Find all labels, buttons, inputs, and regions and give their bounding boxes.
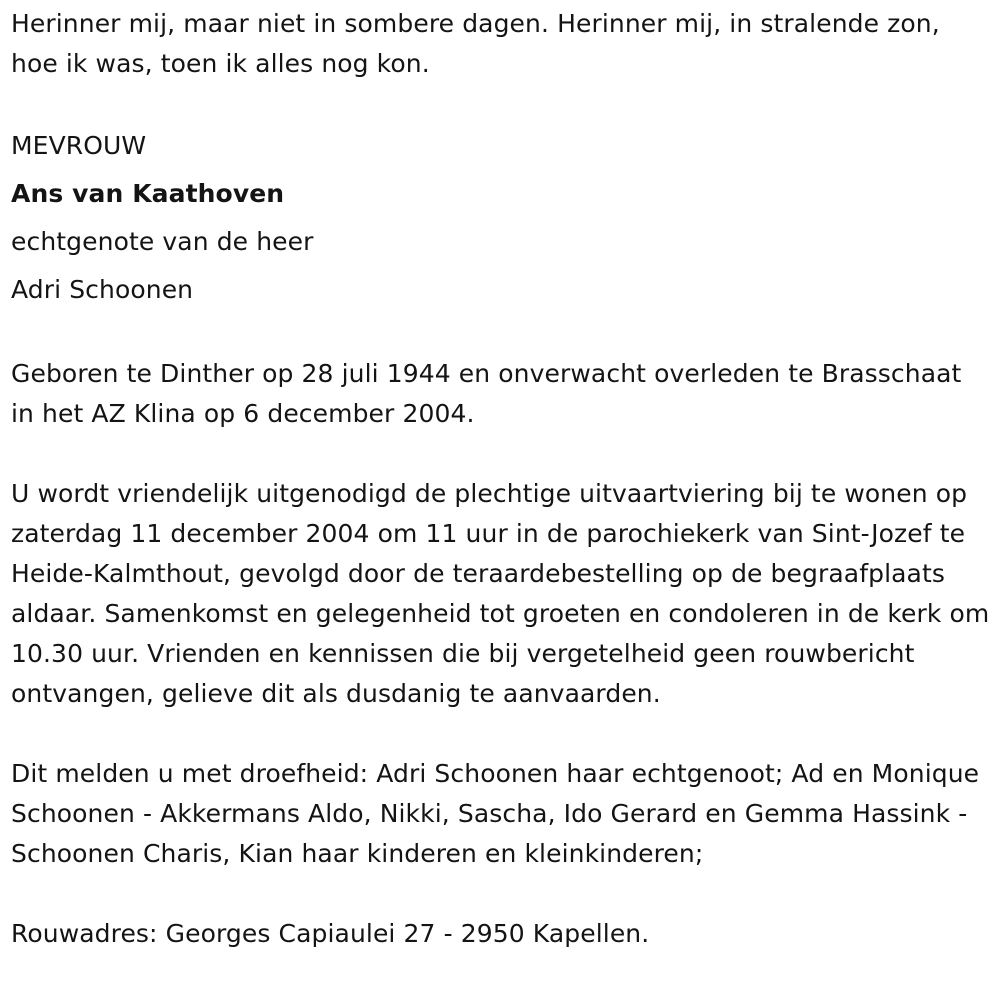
- address-text: Rouwadres: Georges Capiaulei 27 - 2950 Kapellen.: [11, 919, 650, 948]
- relation-line: echtgenote van de heer: [11, 227, 314, 256]
- birth-death-text: Geboren te Dinther op 28 juli 1944 en onverwacht overleden te Brasschaat in het AZ Klina op 6 december 2004.: [11, 359, 970, 428]
- family-text: Dit melden u met droefheid: Adri Schoonen haar echtgenoot; Ad en Monique Schoonen - Akkermans Aldo, Nikki, Sascha, Ido Gerard en Gemma Hassink - Schoonen Charis, Kian haar kinderen en kleinkinderen;: [11, 759, 988, 868]
- spacer: [11, 874, 991, 914]
- spouse-name: Adri Schoonen: [11, 275, 194, 304]
- obituary-notice: [11, 4, 998, 954]
- motto-text: Herinner mij, maar niet in sombere dagen. Herinner mij, in stralende zon, hoe ik was, toen ik alles nog kon.: [11, 9, 948, 78]
- salutation: MEVROUW: [11, 131, 147, 160]
- spacer: [11, 314, 991, 354]
- spacer: [11, 84, 991, 122]
- spacer: [11, 714, 991, 754]
- deceased-name: Ans van Kaathoven: [11, 179, 285, 208]
- invitation-text: U wordt vriendelijk uitgenodigd de plechtige uitvaartviering bij te wonen op zaterdag 11 december 2004 om 11 uur in de parochiekerk van Sint-Jozef te Heide-Kalmthout, gevolgd door de teraardebestelling op de begraafplaats aldaar. Samenkomst en gelegenheid tot groeten en condoleren in de kerk om 10.30 uur. Vrienden en kennissen die bij vergetelheid geen rouwbericht ontvangen, gelieve dit als dusdanig te aanvaarden.: [11, 479, 998, 708]
- spacer: [11, 434, 991, 474]
